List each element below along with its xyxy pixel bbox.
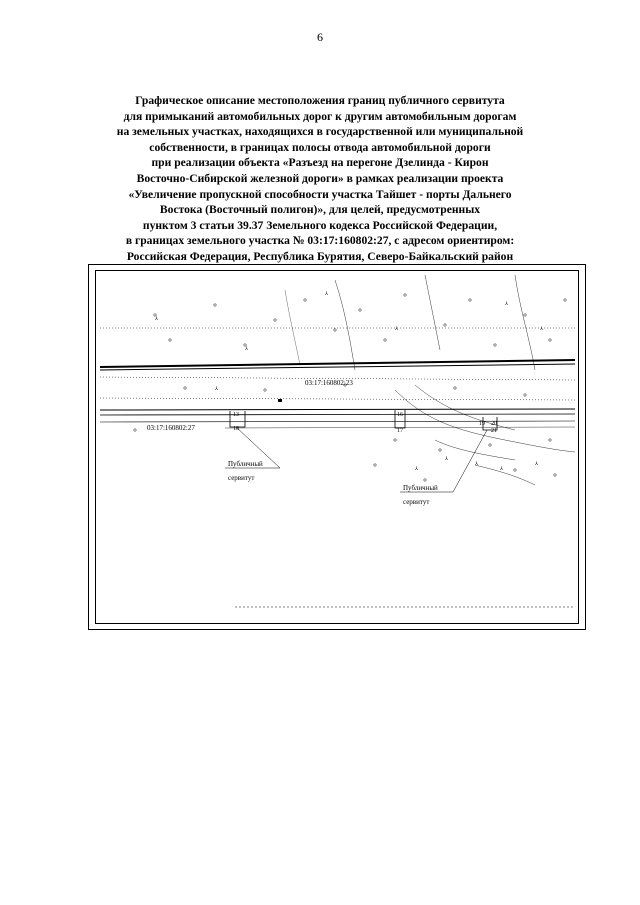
title-line: Графическое описание местоположения границ публичного сервитута (135, 94, 505, 107)
parcel-label: 03:17:160802:27 (147, 424, 195, 432)
parcel-boundary-line (100, 398, 575, 400)
survey-marks (134, 294, 566, 481)
title-line: собственности, в границах полосы отвода автомобильной дороги (149, 140, 491, 154)
svg-text:⅄: ⅄ (475, 462, 479, 467)
title-line: Российская Федерация, Республика Бурятия, Северо-Байкальский район (126, 249, 514, 263)
callout-label: Публичный (228, 460, 263, 468)
svg-text:⅄: ⅄ (505, 302, 509, 307)
svg-text:⅄: ⅄ (395, 327, 399, 332)
svg-text:⅄: ⅄ (540, 327, 544, 332)
point-label: 21 (491, 428, 497, 434)
title-line: при реализации объекта «Разъезд на перегоне Дзелинда - Кирон (151, 156, 489, 170)
railway-line (100, 364, 575, 370)
road-line (100, 414, 575, 415)
page-number: 6 (317, 30, 323, 44)
title-line: для примыканий автомобильных дорог к другим автомобильным дорогам (123, 109, 517, 123)
callout-label: Публичный (403, 484, 438, 492)
callout-leader (453, 430, 487, 492)
callout-label: сервитут (403, 498, 430, 506)
title-line: на земельных участках, находящихся в государственной или муниципальной (116, 125, 524, 139)
road-line (100, 409, 575, 410)
point-label: 20 (491, 421, 497, 427)
contour-line (415, 385, 515, 430)
title-line: Восточно-Сибирской железной дороги» в рамках реализации проекта (136, 171, 504, 185)
contour-line (425, 275, 440, 350)
svg-text:⅄: ⅄ (415, 467, 419, 472)
contour-line (515, 275, 535, 370)
point-label: 19 (479, 421, 485, 427)
contour-line (335, 280, 355, 370)
road-line (100, 421, 575, 422)
svg-text:⅄: ⅄ (215, 387, 219, 392)
point-label: 16 (397, 412, 403, 418)
contour-line (475, 465, 535, 485)
svg-text:⅄: ⅄ (535, 462, 539, 467)
parcel-label: 03:17:160802:23 (305, 379, 353, 387)
document-title (60, 93, 580, 265)
svg-text:⅄: ⅄ (325, 292, 329, 297)
cadastral-map (95, 270, 579, 624)
svg-text:⅄: ⅄ (155, 317, 159, 322)
title-line: пунктом 3 статьи 39.37 Земельного кодекса Российской Федерации, (142, 218, 498, 232)
callout-label: сервитут (228, 474, 255, 482)
title-line: «Увеличение пропускной способности участка Тайшет - порты Дальнего (128, 187, 512, 201)
contour-line (285, 290, 300, 365)
title-line: в границах земельного участка № 03:17:160802:27, с адресом ориентиром: (125, 234, 515, 248)
point-label: 13 (233, 412, 239, 418)
title-line: Востока (Восточный полигон)», для целей, предусмотренных (159, 203, 481, 217)
survey-marker (278, 399, 282, 402)
svg-text:⅄: ⅄ (445, 457, 449, 462)
svg-text:⅄: ⅄ (245, 347, 249, 352)
svg-text:⅄: ⅄ (500, 467, 504, 472)
point-label: 17 (397, 428, 403, 434)
railway-line (100, 360, 575, 367)
point-label: 18 (233, 426, 239, 432)
